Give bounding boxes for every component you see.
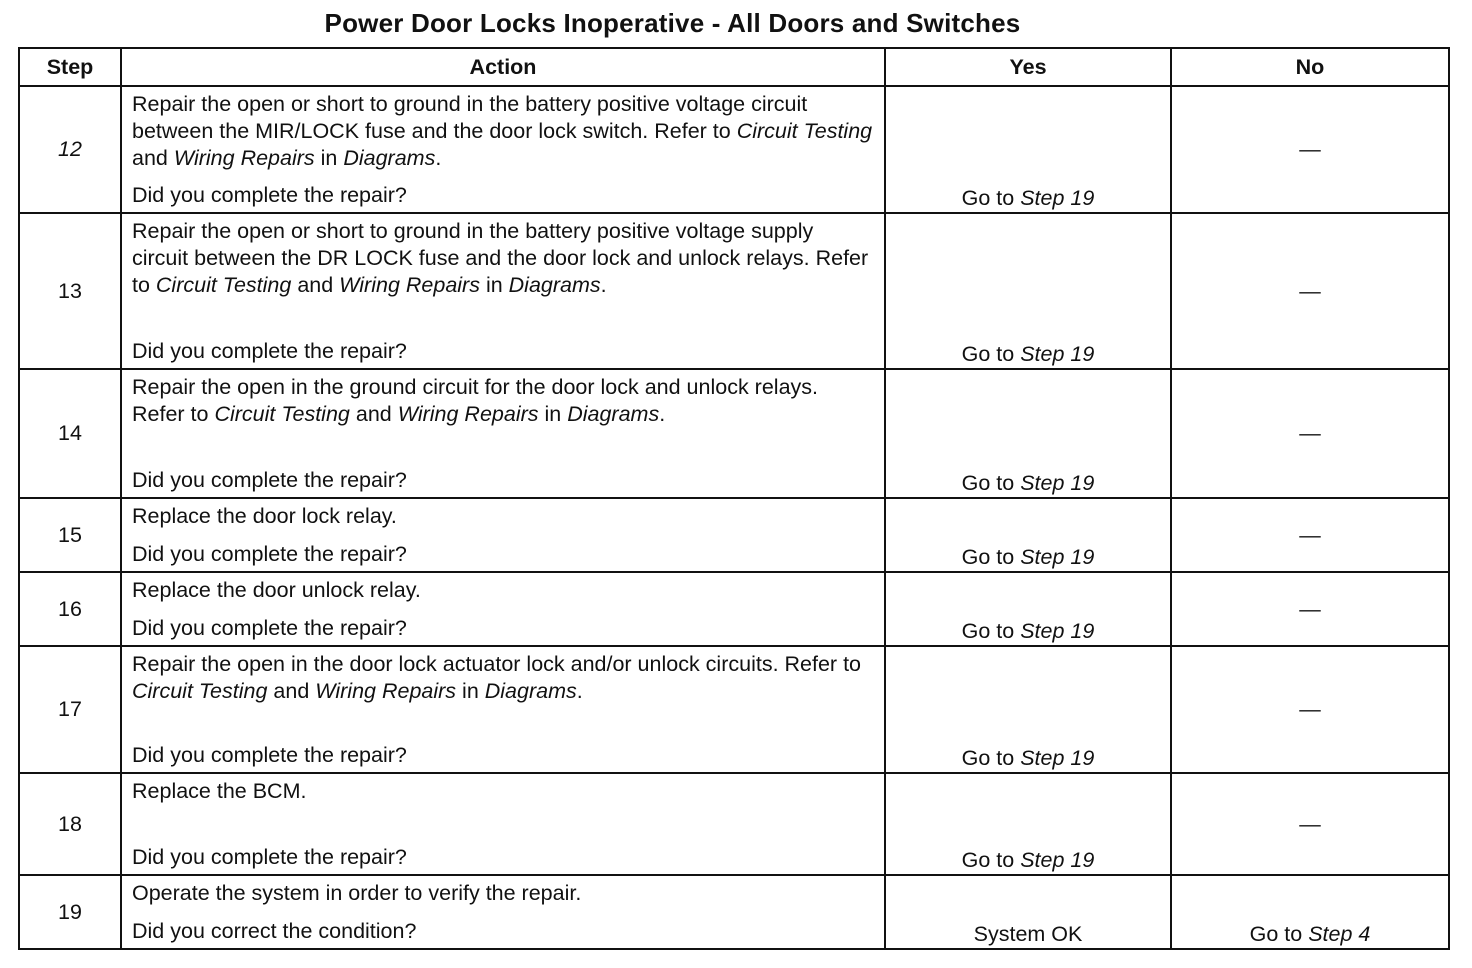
action-cell — [121, 213, 885, 369]
page-title: Power Door Locks Inoperative - All Doors and Switches — [324, 8, 1021, 38]
yes-cell — [885, 646, 1171, 773]
text-run: System OK — [973, 922, 1083, 946]
text-run: and — [291, 273, 340, 297]
table-row — [19, 572, 1449, 646]
text-run: Replace the door unlock relay. — [132, 578, 421, 602]
text-run: in — [538, 402, 568, 426]
action-question: Did you complete the repair? — [132, 845, 407, 869]
italic-reference: Step 19 — [1020, 746, 1095, 770]
text-run: in — [314, 146, 344, 170]
action-cell — [121, 498, 885, 572]
yes-cell — [885, 213, 1171, 369]
italic-reference: Circuit Testing — [132, 679, 268, 703]
table-row — [19, 86, 1449, 213]
action-instruction — [132, 880, 874, 907]
header-action: Action — [121, 48, 885, 86]
step-number: 12 — [19, 86, 121, 213]
header-no: No — [1171, 48, 1449, 86]
yes-cell — [885, 86, 1171, 213]
action-cell — [121, 646, 885, 773]
italic-reference: Diagrams — [567, 402, 660, 426]
no-cell-dash: — — [1171, 369, 1449, 498]
action-question: Did you correct the condition? — [132, 919, 417, 943]
text-run: Go to — [961, 746, 1021, 770]
text-run: Repair the open in the door lock actuator lock and/or unlock circuits. Refer to — [132, 652, 861, 676]
text-run: . — [576, 679, 583, 703]
action-cell — [121, 572, 885, 646]
header-yes: Yes — [885, 48, 1171, 86]
text-run: . — [600, 273, 607, 297]
step-number: 16 — [19, 572, 121, 646]
italic-reference: Step 19 — [1020, 471, 1095, 495]
italic-reference: Wiring Repairs — [339, 273, 480, 297]
step-number: 17 — [19, 646, 121, 773]
yes-cell — [885, 773, 1171, 875]
action-question: Did you complete the repair? — [132, 183, 407, 207]
no-cell — [1171, 875, 1449, 949]
action-instruction — [132, 91, 874, 172]
text-run: and — [132, 146, 174, 170]
table-row — [19, 213, 1449, 369]
text-run: in — [456, 679, 485, 703]
table-row — [19, 369, 1449, 498]
action-question: Did you complete the repair? — [132, 542, 407, 566]
action-instruction — [132, 374, 874, 428]
text-run: and — [349, 402, 398, 426]
text-run: Go to — [961, 545, 1021, 569]
action-cell — [121, 369, 885, 498]
table-row — [19, 646, 1449, 773]
action-question: Did you complete the repair? — [132, 339, 407, 363]
text-run: Go to — [1249, 922, 1309, 946]
no-cell-dash: — — [1171, 213, 1449, 369]
yes-cell — [885, 498, 1171, 572]
action-question: Did you complete the repair? — [132, 743, 407, 767]
action-question: Did you complete the repair? — [132, 468, 407, 492]
text-run: . — [659, 402, 666, 426]
text-run: Operate the system in order to verify the repair. — [132, 881, 582, 905]
step-number: 18 — [19, 773, 121, 875]
italic-reference: Diagrams — [508, 273, 601, 297]
italic-reference: Circuit Testing — [155, 273, 292, 297]
table-row — [19, 498, 1449, 572]
action-cell — [121, 773, 885, 875]
table-row — [19, 773, 1449, 875]
action-cell — [121, 875, 885, 949]
action-instruction — [132, 503, 874, 530]
no-cell-dash: — — [1171, 498, 1449, 572]
step-number: 14 — [19, 369, 121, 498]
text-run: Go to — [961, 848, 1021, 872]
text-run: Repair the open or short to ground in the battery positive voltage circuit between the MIR/LOCK fuse and the door lock switch. Refer to — [132, 92, 808, 143]
no-cell-dash: — — [1171, 86, 1449, 213]
action-question: Did you complete the repair? — [132, 616, 407, 640]
italic-reference: Step 19 — [1020, 342, 1095, 366]
italic-reference: Step 19 — [1020, 186, 1095, 210]
italic-reference: Circuit Testing — [214, 402, 350, 426]
text-run: . — [435, 146, 442, 170]
italic-reference: Diagrams — [343, 146, 436, 170]
no-cell-dash: — — [1171, 572, 1449, 646]
text-run: Repair the open in the ground circuit for the door lock and unlock relays. Refer to — [132, 375, 819, 426]
italic-reference: Wiring Repairs — [315, 679, 457, 703]
italic-reference: Step 19 — [1020, 619, 1095, 643]
text-run: and — [267, 679, 316, 703]
text-run: Replace the door lock relay. — [132, 504, 397, 528]
italic-reference: Step 19 — [1020, 848, 1095, 872]
action-instruction — [132, 218, 874, 299]
table-body — [19, 86, 1449, 949]
no-cell-dash: — — [1171, 773, 1449, 875]
italic-reference: Step 19 — [1020, 545, 1095, 569]
text-run: in — [479, 273, 509, 297]
step-number: 13 — [19, 213, 121, 369]
text-run: Replace the BCM. — [132, 779, 307, 803]
text-run: Go to — [961, 619, 1021, 643]
diagnostic-table — [18, 47, 1450, 950]
yes-cell — [885, 572, 1171, 646]
step-number: 15 — [19, 498, 121, 572]
italic-reference: Wiring Repairs — [173, 146, 315, 170]
action-instruction — [132, 651, 874, 705]
header-step: Step — [19, 48, 121, 86]
header-row — [19, 48, 1449, 86]
action-instruction — [132, 577, 874, 604]
table-row — [19, 875, 1449, 949]
italic-reference: Wiring Repairs — [397, 402, 539, 426]
yes-cell — [885, 875, 1171, 949]
yes-cell — [885, 369, 1171, 498]
action-cell — [121, 86, 885, 213]
text-run: Go to — [961, 471, 1021, 495]
text-run: Go to — [961, 342, 1021, 366]
step-number: 19 — [19, 875, 121, 949]
action-instruction — [132, 778, 874, 805]
text-run: Repair the open or short to ground in the battery positive voltage supply circuit between the DR LOCK fuse and the door lock and unlock relays. Refer to — [132, 219, 869, 297]
italic-reference: Step 4 — [1308, 922, 1371, 946]
italic-reference: Diagrams — [484, 679, 577, 703]
no-cell-dash: — — [1171, 646, 1449, 773]
italic-reference: Circuit Testing — [736, 119, 873, 143]
text-run: Go to — [961, 186, 1021, 210]
